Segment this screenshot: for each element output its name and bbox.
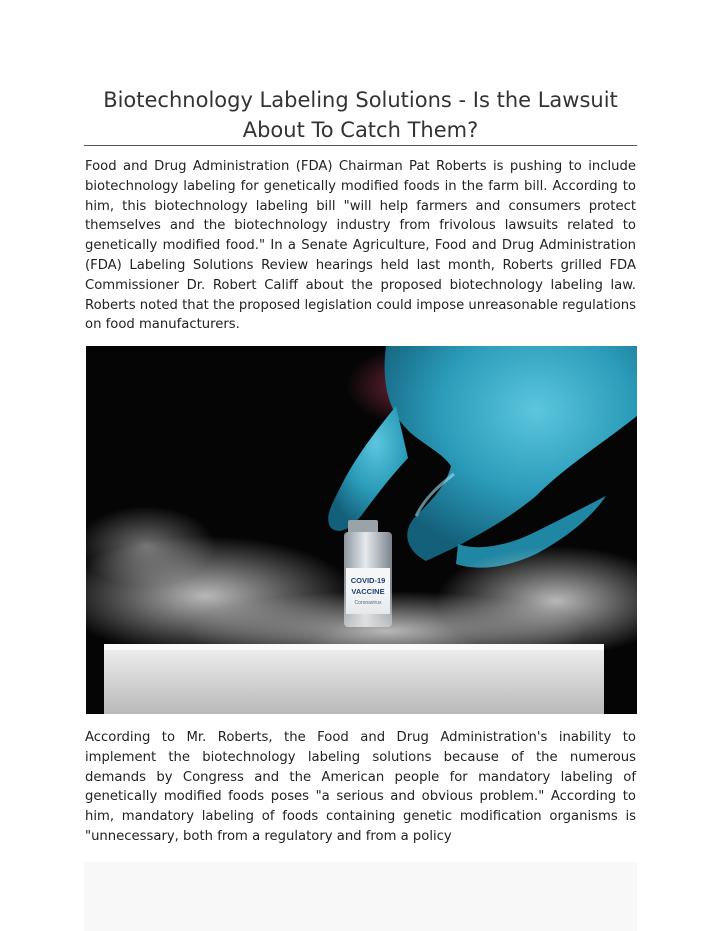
- styrofoam-box: [104, 644, 604, 714]
- vaccine-photo-illustration: [86, 346, 637, 714]
- paragraph-2: According to Mr. Roberts, the Food and Drug Administration's inability to implement the biotechnology labeling solutions because of the numerous demands by Congress and the American people for mandatory labeling of genetically modified foods poses "a serious and obvious problem." According to him, mandatory labeling of foods containing genetic modification organisms is "unnecessary, both from a regulatory and from a policy: [85, 730, 636, 844]
- paragraph-1: Food and Drug Administration (FDA) Chairman Pat Roberts is pushing to include biotechnology labeling for genetically modified foods in the farm bill. According to him, this biotechnology labeling bill "will help farmers and consumers protect themselves and the biotechnology industry from frivolous lawsuits related to genetically modified food." In a Senate Agriculture, Food and Drug Administration (FDA) Labeling Solutions Review hearings held last month, Roberts grilled FDA Commissioner Dr. Robert Califf about the proposed biotechnology labeling law. Roberts noted that the proposed legislation could impose unreasonable regulations on food manufacturers.: [85, 159, 636, 333]
- article-photo: [86, 346, 637, 714]
- title-line-1: Biotechnology Labeling Solutions - Is the Lawsuit: [103, 88, 618, 112]
- article-title: [84, 85, 637, 145]
- page-bottom-shade: [84, 862, 637, 931]
- title-line-2: About To Catch Them?: [242, 118, 479, 142]
- title-divider: [84, 145, 637, 146]
- vial-label-line-1: COVID-19: [350, 576, 386, 585]
